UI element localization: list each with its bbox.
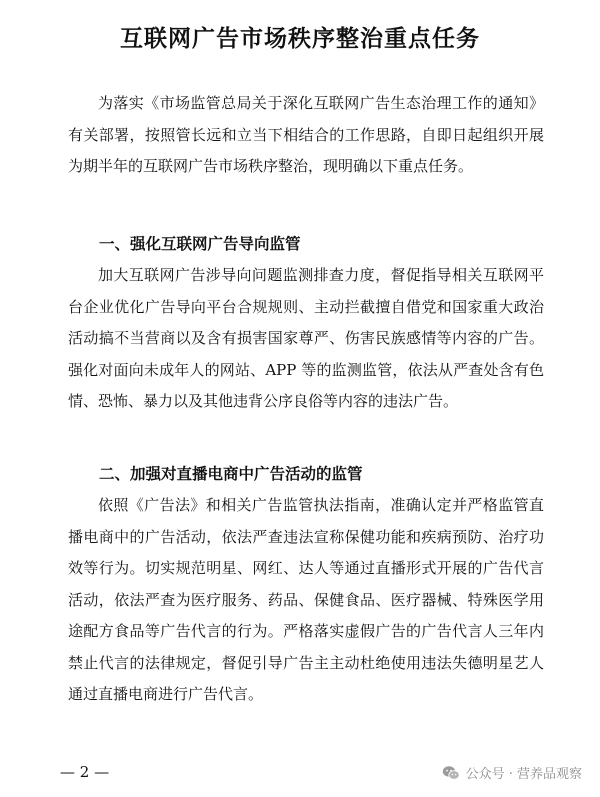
watermark [442, 763, 582, 782]
watermark-text: 公众号 · 营养品观察 [465, 767, 582, 782]
section1-heading: 一、强化互联网广告导向监管 [99, 235, 301, 253]
section1-paragraph: 加大互联网广告涉导向问题监测排查力度，督促指导相关互联网平台企业优化广告导向平台合规规则、主动拦截擅自借党和国家重大政治活动搞不当营商以及含有损害国家尊严、伤害民族感情等内容的广告。强化对面向未成年人的网站、APP 等的监测监管，依法从严查处含有色情、恐怖、暴力以及其他违背公序良俗等内容的违法广告。 [68, 266, 544, 410]
page-number: — 2 — [60, 763, 110, 781]
wechat-icon [442, 765, 460, 781]
document-title: 互联网广告市场秩序整治重点任务 [120, 25, 480, 52]
section2-paragraph: 依照《广告法》和相关广告监管执法指南，准确认定并严格监管直播电商中的广告活动，依法严查违法宣称保健功能和疾病预防、治疗功效等行为。切实规范明星、网红、达人等通过直播形式开展的广告代言活动，依法严查为医疗服务、药品、保健食品、医疗器械、特殊医学用途配方食品等广告代言的行为。严格落实虚假广告的广告代言人三年内禁止代言的法律规定，督促引导广告主主动杜绝使用违法失德明星艺人通过直播电商进行广告代言。 [68, 496, 544, 703]
intro-paragraph: 为落实《市场监管总局关于深化互联网广告生态治理工作的通知》有关部署，按照管长远和立当下相结合的工作思路，自即日起组织开展为期半年的互联网广告市场秩序整治，现明确以下重点任务。 [68, 94, 544, 175]
section2-heading: 二、加强对直播电商中广告活动的监管 [99, 465, 363, 483]
